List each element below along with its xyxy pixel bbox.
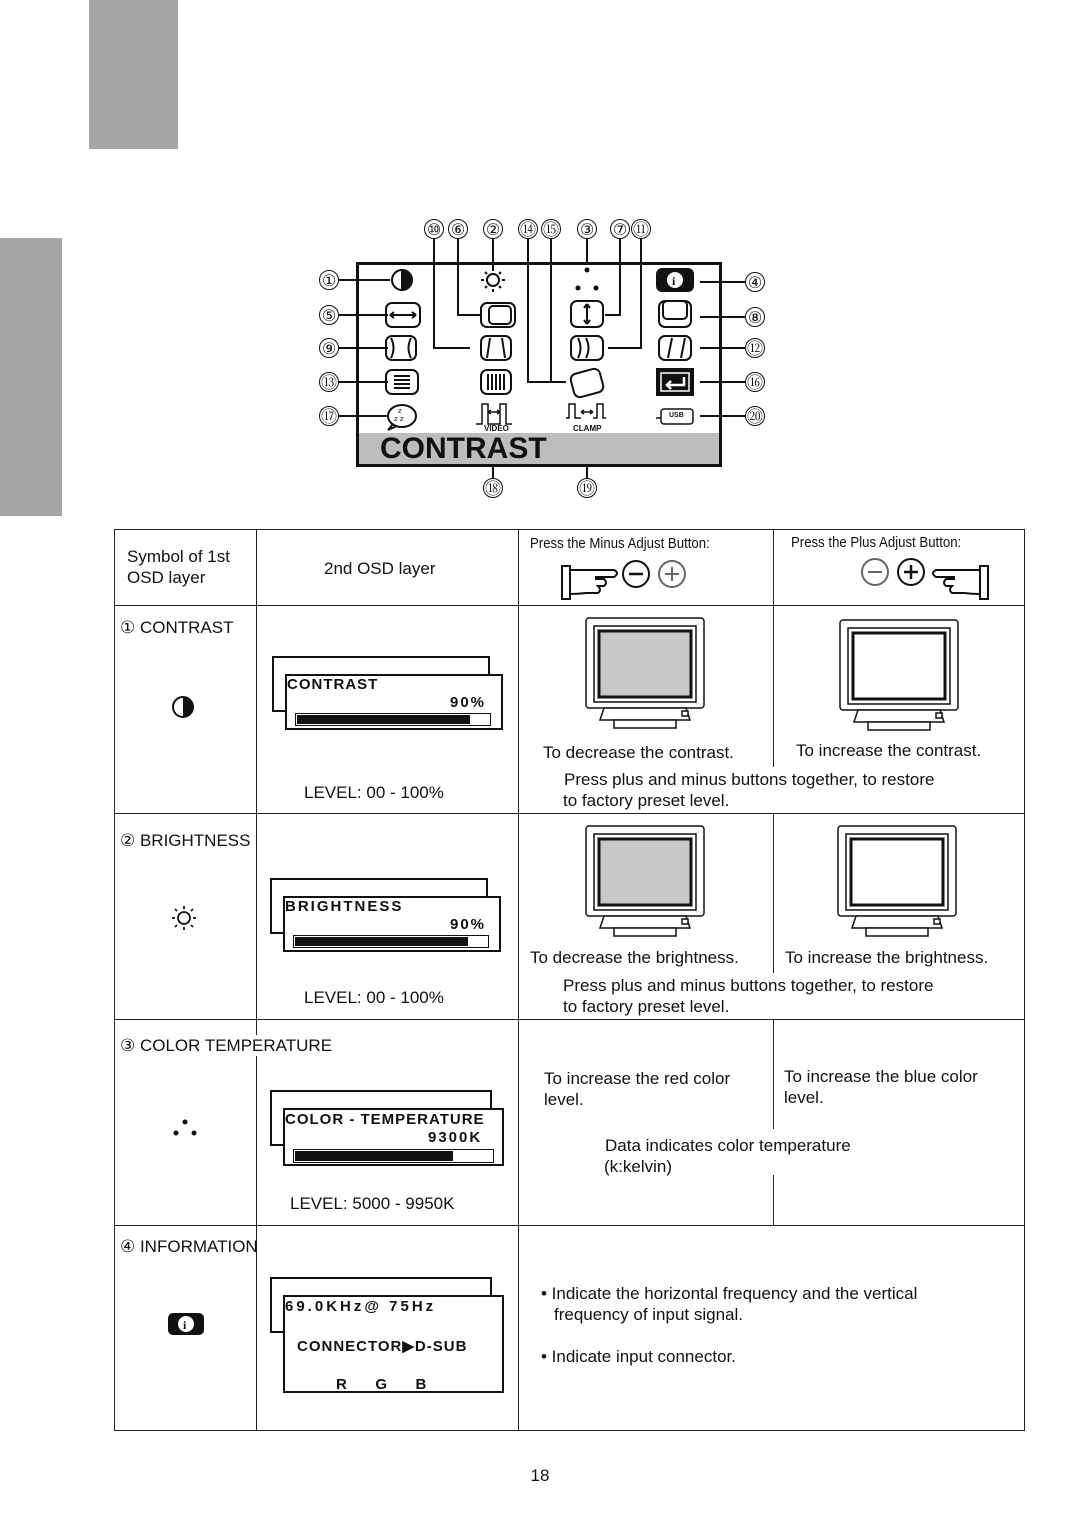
h-position-icon: [481, 303, 515, 327]
callout-8: ⑧: [745, 307, 765, 327]
brightness-decrease-text: To decrease the brightness.: [530, 948, 739, 967]
callout-2: ②: [483, 219, 503, 239]
callout-10: ⑩: [424, 219, 444, 239]
contrast-level-range: LEVEL: 00 - 100%: [304, 783, 444, 802]
minus-hand-icon: [556, 554, 696, 604]
contrast-reset-note-line1: Press plus and minus buttons together, to restore: [564, 770, 935, 789]
v-position-icon: [659, 301, 691, 327]
parallelogram-icon: [659, 336, 691, 360]
table-border-top: [114, 529, 1025, 530]
table-row-divider-1: [114, 605, 1025, 606]
header-plus-button: Press the Plus Adjust Button:: [791, 534, 962, 551]
information-icon: [166, 1311, 206, 1337]
brightness-level-range: LEVEL: 00 - 100%: [304, 988, 444, 1007]
brightness-level-fill: [295, 937, 468, 946]
sleep-icon: [388, 405, 416, 430]
rotation-icon: [569, 368, 604, 399]
contrast-reset-note-line2: to factory preset level.: [563, 791, 730, 810]
monitor-high-brightness-icon: [836, 824, 958, 942]
contrast-icon: [170, 694, 196, 720]
header-symbol-line2: OSD layer: [127, 568, 206, 587]
brightness-icon: [481, 268, 505, 292]
clamp-icon: [566, 404, 606, 418]
brightness-osd-value: 90%: [450, 916, 487, 933]
table-border-right: [1024, 529, 1025, 1431]
callout-3: ③: [577, 219, 597, 239]
color-temperature-note-line2: (k:kelvin): [604, 1157, 673, 1176]
color-temperature-note-line1: Data indicates color temperature: [605, 1136, 851, 1155]
table-col-divider-2: [518, 529, 519, 1431]
row-color-temperature-label: ③ COLOR TEMPERATURE: [120, 1036, 333, 1055]
row-information-label: ④ INFORMATION: [120, 1237, 258, 1256]
moire-icon: [481, 370, 511, 394]
row-brightness-label: ② BRIGHTNESS: [120, 831, 251, 850]
information-rgb: R G B: [336, 1376, 431, 1393]
table-border-left: [114, 529, 115, 1431]
contrast-decrease-text: To decrease the contrast.: [543, 743, 734, 762]
callout-9: ⑨: [319, 338, 339, 358]
information-connector: CONNECTOR▶D-SUB: [297, 1338, 468, 1355]
color-temperature-osd-title: COLOR - TEMPERATURE: [285, 1111, 485, 1128]
information-bullet2: • Indicate input connector.: [541, 1347, 736, 1366]
color-temperature-blue-line1: To increase the blue color: [784, 1067, 978, 1086]
table-row-divider-4: [114, 1225, 1025, 1226]
v-size-icon: [571, 301, 603, 327]
brightness-increase-text: To increase the brightness.: [785, 948, 989, 967]
callout-12: ⑫: [746, 339, 763, 358]
monitor-low-brightness-icon: [584, 824, 706, 942]
header-minus-button: Press the Minus Adjust Button:: [530, 535, 710, 552]
callout-14: ⑭: [519, 220, 536, 239]
svg-text:i: i: [183, 1318, 187, 1332]
color-temperature-level-range: LEVEL: 5000 - 9950K: [290, 1194, 455, 1213]
callout-15: ⑮: [542, 220, 559, 239]
video-icon: [476, 404, 512, 424]
contrast-osd-value: 90%: [450, 694, 487, 711]
clamp-label: CLAMP: [573, 424, 602, 433]
callout-13: ⑬: [320, 373, 337, 392]
svg-text:z: z: [398, 407, 402, 415]
table-row-divider-2: [114, 813, 1025, 814]
table-col-divider-1: [256, 529, 257, 1431]
callout-1: ①: [319, 270, 339, 290]
brightness-osd-title: BRIGHTNESS: [285, 898, 404, 915]
callout-4: ④: [745, 272, 765, 292]
brightness-icon: [170, 904, 198, 932]
table-col-divider-3b: [773, 605, 774, 767]
monitor-high-contrast-icon: [838, 618, 960, 736]
callout-19: ⑲: [578, 479, 595, 498]
information-bullet1-line1: • Indicate the horizontal frequency and the vertical: [541, 1284, 918, 1303]
contrast-osd-title: CONTRAST: [287, 676, 379, 693]
color-temperature-red-line1: To increase the red color: [544, 1069, 731, 1088]
language-icon: [386, 370, 418, 394]
color-temperature-osd-value: 9300K: [428, 1129, 483, 1146]
svg-text:i: i: [672, 274, 676, 288]
header-symbol-line1: Symbol of 1st: [127, 547, 230, 566]
contrast-level-fill: [297, 715, 470, 724]
monitor-low-contrast-icon: [584, 616, 706, 734]
osd-title: CONTRAST: [380, 432, 547, 465]
information-bullet1-line2: frequency of input signal.: [554, 1305, 744, 1324]
svg-text:z z: z z: [394, 415, 404, 423]
color-temperature-blue-line2: level.: [784, 1088, 824, 1107]
usb-label: USB: [669, 412, 684, 419]
table-col-divider-3e: [773, 1175, 774, 1225]
color-temperature-icon: [170, 1118, 200, 1140]
callout-17: ⑰: [320, 407, 337, 426]
pin-balance-icon: [571, 336, 603, 360]
h-size-icon: [386, 303, 420, 327]
callout-16: ⑯: [746, 373, 763, 392]
page-number: 18: [530, 1466, 550, 1485]
callout-7: ⑦: [610, 219, 630, 239]
table-border-bottom: [114, 1430, 1025, 1431]
callout-18: ⑱: [484, 479, 501, 498]
table-col-divider-3a: [773, 529, 774, 605]
callout-20: ⑳: [746, 407, 763, 426]
contrast-icon: [392, 270, 412, 290]
callout-11: ⑪: [632, 220, 649, 239]
information-icon: [657, 269, 693, 291]
color-temperature-icon: [576, 268, 599, 291]
color-temperature-red-line2: level.: [544, 1090, 584, 1109]
plus-hand-icon: [858, 554, 998, 604]
exit-icon: [657, 369, 693, 395]
osd-icon-grid: [0, 0, 1080, 470]
callout-6: ⑥: [448, 219, 468, 239]
brightness-reset-note-line1: Press plus and minus buttons together, to restore: [563, 976, 934, 995]
callout-5: ⑤: [319, 305, 339, 325]
table-col-divider-3c: [773, 813, 774, 973]
header-2nd-osd-layer: 2nd OSD layer: [324, 559, 436, 578]
trapezoid-icon: [481, 336, 511, 360]
contrast-increase-text: To increase the contrast.: [796, 741, 982, 760]
table-col-divider-3d: [773, 1019, 774, 1129]
table-row-divider-3: [114, 1019, 1025, 1020]
color-temperature-level-fill: [295, 1151, 453, 1161]
video-label: VIDEO: [484, 424, 509, 433]
row-contrast-label: ① CONTRAST: [120, 618, 234, 637]
information-frequency: 69.0KHz@ 75Hz: [285, 1298, 437, 1315]
pincushion-icon: [386, 336, 416, 360]
brightness-reset-note-line2: to factory preset level.: [563, 997, 730, 1016]
